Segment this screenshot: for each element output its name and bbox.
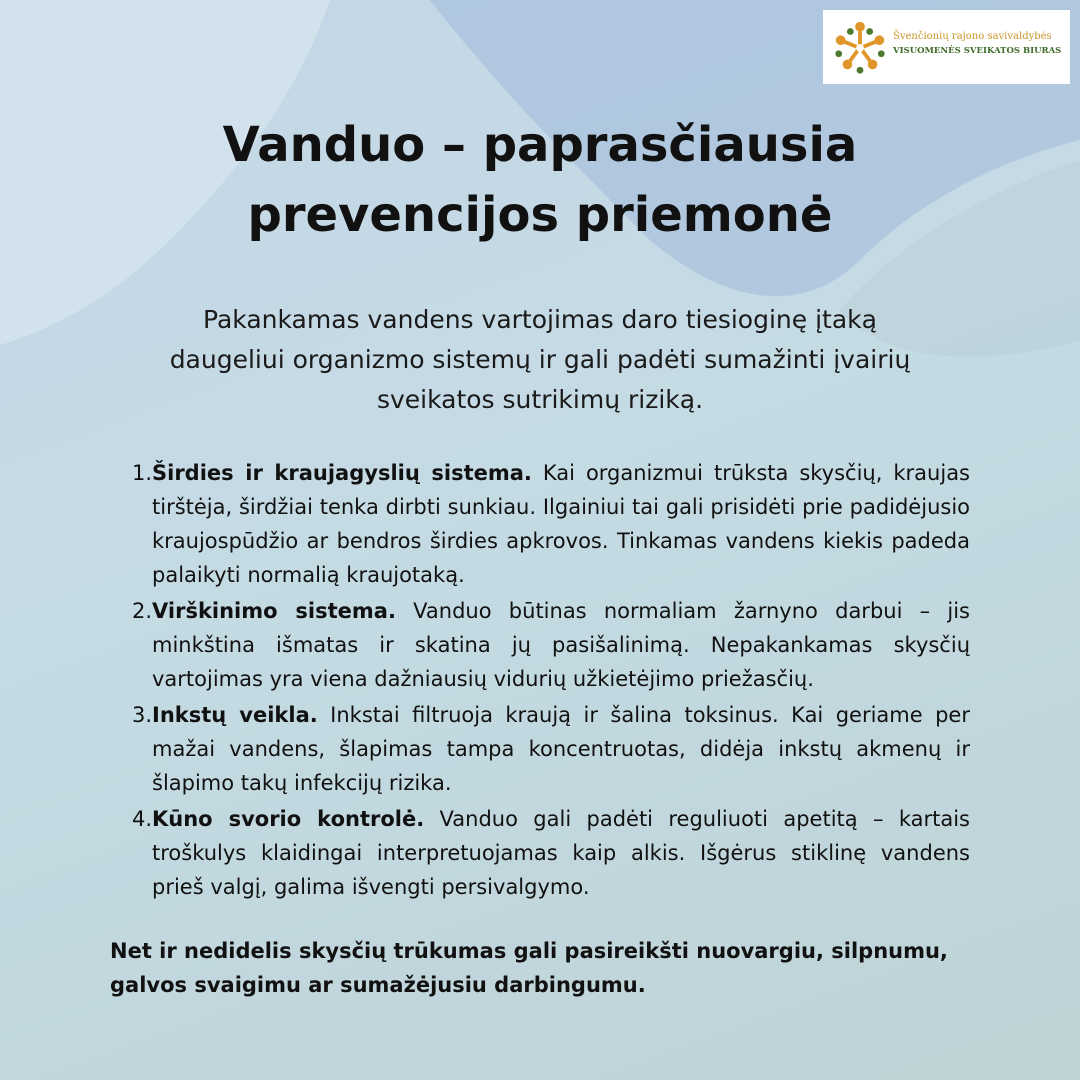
list-item-number: 1.	[131, 461, 152, 485]
logo-org-name: Švenčionių rajono savivaldybės	[893, 31, 1052, 42]
list-item-title: Kūno svorio kontrolė.	[152, 807, 425, 831]
intro-line-1: Pakankamas vandens vartojimas daro tiesioginę įtaką	[203, 305, 877, 334]
list-item	[110, 802, 970, 904]
logo-emblem-icon	[831, 18, 889, 76]
list-item	[110, 698, 970, 800]
list-item-text: Vanduo būtinas normaliam žarnyno darbui – jis minkština išmatas ir skatina jų pasišalinimą. Nepakankamas skysčių vartojimas yra viena dažniausių vidurių užkietėjimo priežasčių.	[152, 599, 970, 691]
list-item-title: Virškinimo sistema.	[152, 599, 396, 623]
title-line-2: prevencijos priemonė	[247, 187, 833, 243]
list-item-text: Inkstai filtruoja kraują ir šalina toksinus. Kai geriame per mažai vandens, šlapimas tampa koncentruotas, didėja inkstų akmenų ir šlapimo takų infekcijų rizika.	[152, 703, 970, 795]
list-item-number: 4.	[131, 807, 152, 831]
intro-line-2: daugeliui organizmo sistemų ir gali padėti sumažinti įvairių	[169, 345, 911, 374]
page-title	[40, 110, 1040, 250]
list-item	[110, 456, 970, 592]
list-item-title: Širdies ir kraujagyslių sistema.	[152, 461, 532, 485]
list-item-body	[152, 456, 970, 592]
logo-bureau-name: VISUOMENĖS SVEIKATOS BIURAS	[893, 46, 1062, 56]
title-line-1: Vanduo – paprasčiausia	[222, 117, 858, 173]
list-item-text: Kai organizmui trūksta skysčių, kraujas tirštėja, širdžiai tenka dirbti sunkiau. Ilgainiui tai gali prisidėti prie padidėjusio kraujospūdžio ar bendros širdies apkrovos. Tinkamas vandens kiekis padeda palaikyti normalią kraujotaką.	[152, 461, 970, 587]
list-item-body	[152, 802, 970, 904]
benefits-list	[110, 456, 970, 906]
intro-line-3: sveikatos sutrikimų riziką.	[376, 385, 704, 414]
list-item	[110, 594, 970, 696]
logo	[823, 10, 1070, 84]
list-item-text: Vanduo gali padėti reguliuoti apetitą – kartais troškulys klaidingai interpretuojamas kaip alkis. Išgėrus stiklinę vandens prieš valgį, galima išvengti persivalgymo.	[152, 807, 970, 899]
list-item-body	[152, 594, 970, 696]
list-item-number: 3.	[131, 703, 152, 727]
footer-note: Net ir nedidelis skysčių trūkumas gali pasireikšti nuovargiu, silpnumu, galvos svaigimu ar sumažėjusiu darbingumu.	[110, 939, 948, 997]
list-item-body	[152, 698, 970, 800]
list-item-title: Inkstų veikla.	[152, 703, 318, 727]
intro-paragraph	[60, 300, 1020, 420]
list-item-number: 2.	[131, 599, 152, 623]
